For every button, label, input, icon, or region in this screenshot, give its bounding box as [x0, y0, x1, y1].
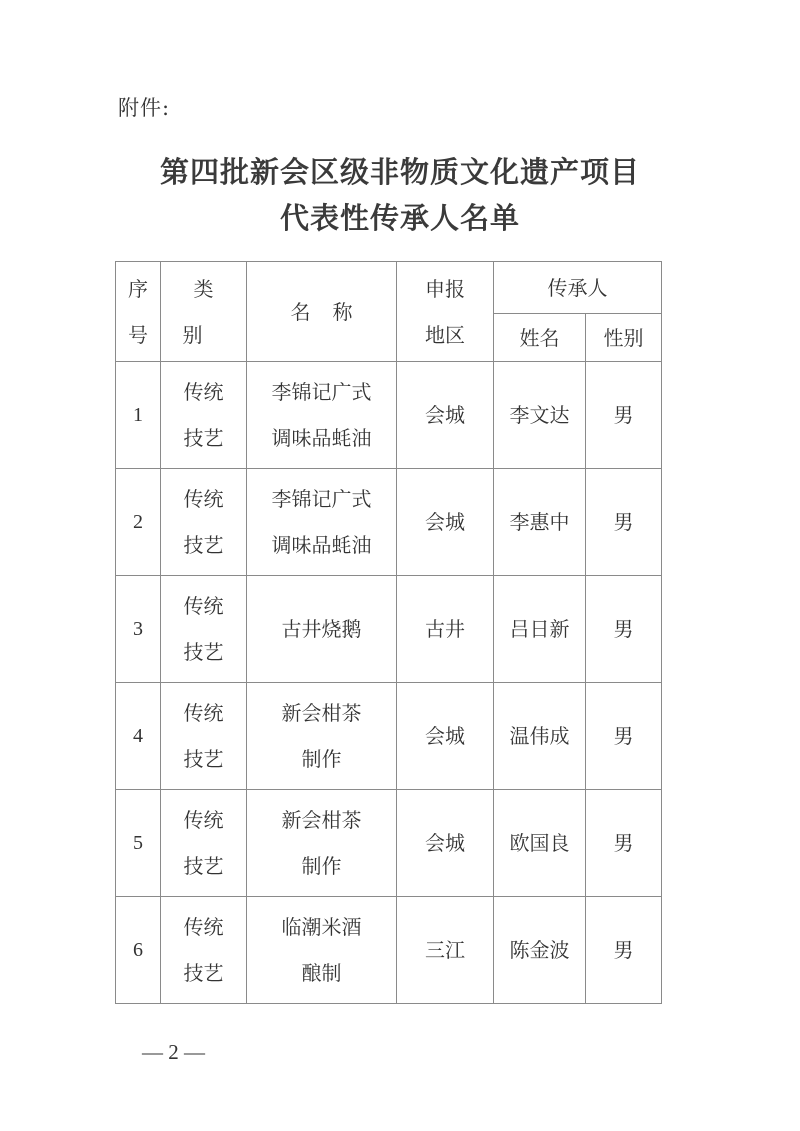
cell-gender: 男 [586, 362, 662, 469]
document-title-line2: 代表性传承人名单 [279, 201, 520, 235]
table-header-row [116, 262, 662, 314]
cell-project-name-line: 李锦记广式 [271, 380, 372, 404]
cell-inheritor-name: 李文达 [494, 362, 586, 469]
table-row [116, 897, 662, 1004]
cell-project-name-line: 制作 [301, 854, 342, 878]
cell-category-line: 技艺 [183, 961, 224, 985]
cell-project-name-line: 酿制 [301, 961, 342, 985]
header-inheritor-name: 姓名 [494, 314, 586, 362]
cell-seq: 3 [116, 576, 161, 683]
cell-category-line: 传统 [183, 701, 224, 725]
cell-project-name [247, 790, 397, 897]
cell-category-line: 传统 [183, 380, 224, 404]
cell-seq: 5 [116, 790, 161, 897]
table-row [116, 683, 662, 790]
cell-category [161, 576, 247, 683]
table-row [116, 790, 662, 897]
cell-inheritor-name: 吕日新 [494, 576, 586, 683]
cell-category [161, 790, 247, 897]
cell-region: 会城 [397, 790, 494, 897]
cell-project-name-line: 调味品蚝油 [271, 426, 372, 450]
cell-category-line: 传统 [183, 808, 224, 832]
page-number: — 2 — [142, 1040, 205, 1064]
cell-project-name [247, 576, 397, 683]
cell-inheritor-name: 李惠中 [494, 469, 586, 576]
cell-category-line: 技艺 [183, 533, 224, 557]
cell-gender: 男 [586, 576, 662, 683]
cell-seq: 2 [116, 469, 161, 576]
cell-category-line: 技艺 [183, 747, 224, 771]
cell-category [161, 362, 247, 469]
header-inheritor-gender: 性别 [586, 314, 662, 362]
table-row [116, 362, 662, 469]
cell-project-name-line: 临潮米酒 [281, 915, 362, 939]
cell-category-line: 传统 [183, 487, 224, 511]
cell-category [161, 897, 247, 1004]
header-category: 类别 [161, 262, 247, 362]
cell-inheritor-name: 温伟成 [494, 683, 586, 790]
cell-project-name [247, 469, 397, 576]
cell-category-line: 技艺 [183, 640, 224, 664]
cell-project-name-line: 古井烧鹅 [281, 617, 362, 641]
cell-gender: 男 [586, 469, 662, 576]
table-row [116, 469, 662, 576]
attachment-label: 附件: [118, 96, 171, 120]
header-seq: 序 号 [116, 262, 161, 362]
cell-gender: 男 [586, 897, 662, 1004]
cell-project-name-line: 新会柑茶 [281, 808, 362, 832]
header-region: 申报 地区 [397, 262, 494, 362]
cell-project-name-line: 李锦记广式 [271, 487, 372, 511]
cell-category-line: 传统 [183, 915, 224, 939]
document-title-line1: 第四批新会区级非物质文化遗产项目 [159, 155, 640, 189]
cell-gender: 男 [586, 683, 662, 790]
cell-category [161, 469, 247, 576]
cell-gender: 男 [586, 790, 662, 897]
table-row [116, 576, 662, 683]
cell-region: 古井 [397, 576, 494, 683]
inheritor-table [115, 261, 662, 1004]
cell-category [161, 683, 247, 790]
cell-seq: 1 [116, 362, 161, 469]
cell-inheritor-name: 欧国良 [494, 790, 586, 897]
cell-project-name [247, 897, 397, 1004]
cell-category-line: 技艺 [183, 854, 224, 878]
cell-region: 会城 [397, 362, 494, 469]
cell-inheritor-name: 陈金波 [494, 897, 586, 1004]
cell-region: 会城 [397, 683, 494, 790]
cell-project-name [247, 362, 397, 469]
cell-project-name-line: 制作 [301, 747, 342, 771]
cell-seq: 6 [116, 897, 161, 1004]
header-inheritor-group: 传承人 [494, 262, 662, 314]
header-name: 名称 [247, 262, 397, 362]
cell-project-name-line: 新会柑茶 [281, 701, 362, 725]
cell-category-line: 传统 [183, 594, 224, 618]
cell-project-name-line: 调味品蚝油 [271, 533, 372, 557]
cell-seq: 4 [116, 683, 161, 790]
cell-region: 三江 [397, 897, 494, 1004]
cell-region: 会城 [397, 469, 494, 576]
cell-category-line: 技艺 [183, 426, 224, 450]
cell-project-name [247, 683, 397, 790]
